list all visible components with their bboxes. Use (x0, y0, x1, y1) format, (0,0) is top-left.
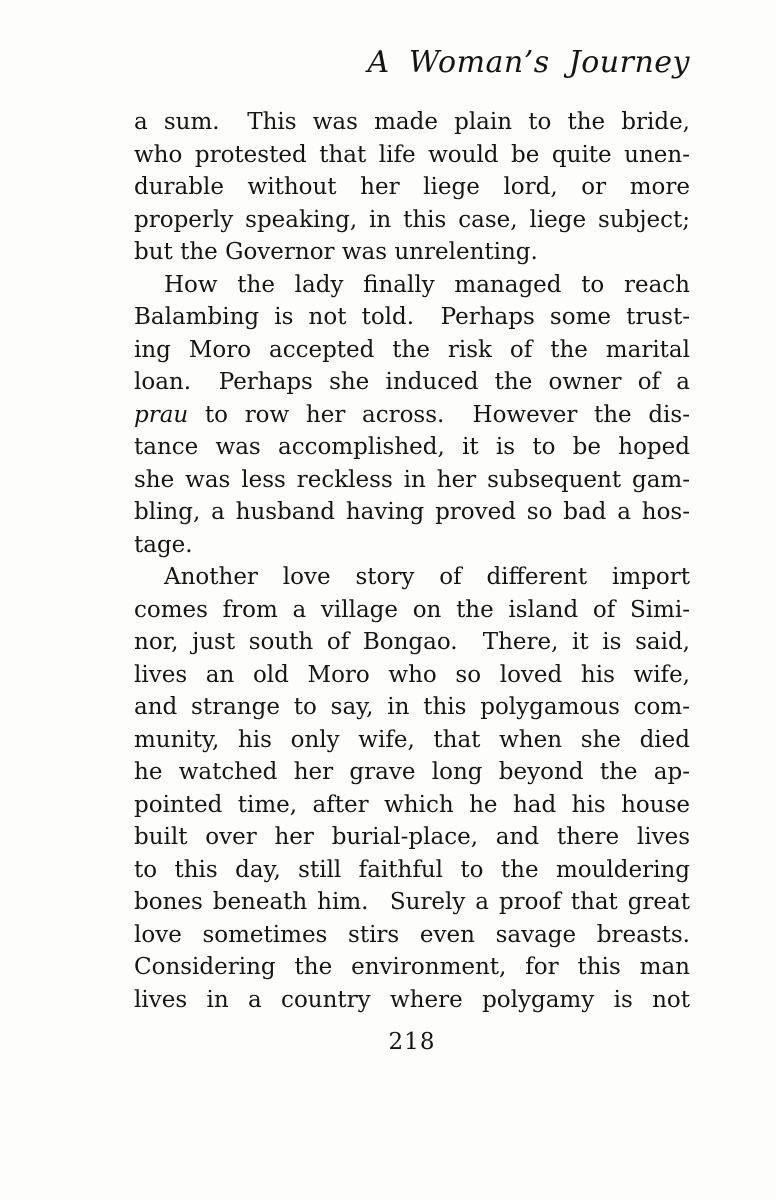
text-segment: and strange to say, in this polygamous com- (134, 694, 690, 720)
text-line (134, 919, 690, 952)
text-line (134, 984, 690, 1017)
text-segment: tance was accomplished, it is to be hoped (134, 434, 690, 460)
text-line (134, 691, 690, 724)
text-line (134, 301, 690, 334)
text-segment: who protested that life would be quite unen- (134, 141, 690, 168)
italic-text-segment: prau (134, 401, 189, 428)
text-segment: loan. Perhaps she induced the owner of a (134, 369, 690, 395)
text-segment: How the lady finally managed to reach (164, 271, 690, 298)
text-segment: he watched her grave long beyond the ap- (134, 759, 690, 785)
text-line (134, 366, 690, 399)
running-header-title: A Woman’s Journey (367, 45, 690, 80)
text-line (134, 724, 690, 757)
text-line (134, 951, 690, 984)
text-line (134, 529, 690, 562)
text-segment: to row her across. However the dis- (188, 401, 690, 428)
text-line (134, 106, 690, 139)
text-line (134, 171, 690, 204)
text-line (134, 496, 690, 529)
text-segment: ing Moro accepted the risk of the marital (134, 336, 690, 363)
text-segment: tage. (134, 531, 193, 558)
text-line (134, 854, 690, 887)
text-block (134, 106, 690, 1016)
text-line (134, 139, 690, 172)
text-line (134, 204, 690, 237)
text-segment: lives an old Moro who so loved his wife, (134, 661, 690, 688)
text-line (134, 464, 690, 497)
text-segment: munity, his only wife, that when she died (134, 726, 690, 753)
text-segment: durable without her liege lord, or more (134, 174, 690, 200)
text-line (134, 334, 690, 367)
text-segment: built over her burial-place, and there lives (134, 824, 690, 850)
text-segment: Balambing is not told. Perhaps some trust- (134, 304, 690, 330)
text-segment: but the Governor was unrelenting. (134, 239, 538, 265)
text-segment: properly speaking, in this case, liege subject; (134, 206, 690, 233)
text-line (134, 431, 690, 464)
text-segment: to this day, still faithful to the mouldering (134, 856, 690, 883)
text-segment: bones beneath him. Surely a proof that great (134, 889, 690, 915)
text-line (134, 821, 690, 854)
text-line (134, 789, 690, 822)
text-segment: love sometimes stirs even savage breasts. (134, 921, 690, 948)
text-segment: Another love story of different import (164, 564, 690, 590)
text-segment: she was less reckless in her subsequent gam- (134, 466, 690, 493)
text-line (134, 626, 690, 659)
text-segment: pointed time, after which he had his house (134, 791, 690, 818)
text-line (134, 269, 690, 302)
text-segment: a sum. This was made plain to the bride, (134, 109, 690, 135)
text-line (134, 399, 690, 432)
text-segment: Considering the environment, for this man (134, 954, 690, 980)
text-line (134, 886, 690, 919)
text-segment: lives in a country where polygamy is not (134, 986, 690, 1013)
text-segment: comes from a village on the island of Simi- (134, 596, 690, 623)
text-line (134, 236, 690, 269)
text-line (134, 659, 690, 692)
page-number: 218 (388, 1029, 436, 1055)
text-line (134, 561, 690, 594)
text-segment: bling, a husband having proved so bad a hos- (134, 499, 690, 525)
text-segment: nor, just south of Bongao. There, it is said, (134, 629, 690, 655)
text-line (134, 594, 690, 627)
text-line (134, 756, 690, 789)
